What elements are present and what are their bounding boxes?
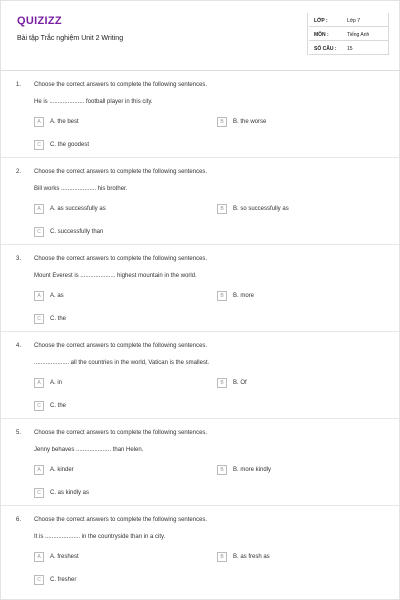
question-sentence: He is ..................... football player in this city. [34, 99, 153, 105]
question-sentence: Mount Everest is ..................... highest mountain in the world. [34, 273, 197, 279]
question-instruction: Choose the correct answers to complete the following sentences. [34, 343, 208, 349]
option-letter-box: B [217, 465, 227, 475]
meta-table [309, 13, 389, 55]
worksheet-title: Bài tập Trắc nghiệm Unit 2 Writing [17, 35, 124, 42]
meta-value: Tiếng Anh [347, 32, 370, 38]
question-2 [1, 158, 400, 245]
option-letter-box: A [34, 291, 44, 301]
question-sentence: Jenny behaves ..................... than Helen. [34, 447, 144, 453]
option-text: A. kinder [50, 467, 74, 473]
question-instruction: Choose the correct answers to complete the following sentences. [34, 517, 208, 523]
option-letter-box: A [34, 378, 44, 388]
question-sentence: Bill works ..................... his brother. [34, 186, 128, 192]
question-6 [1, 506, 400, 593]
question-number: 2. [16, 169, 22, 175]
question-sentence: ..................... all the countries in the world, Vatican is the smallest. [34, 360, 210, 366]
meta-value: 15 [347, 46, 353, 52]
question-number: 1. [16, 82, 22, 88]
option-letter-box: C [34, 227, 44, 237]
option-text: C. the [50, 403, 67, 409]
question-instruction: Choose the correct answers to complete the following sentences. [34, 169, 208, 175]
option-letter-box: B [217, 378, 227, 388]
option-text: C. the [50, 316, 67, 322]
option-text: B. so successfully as [233, 206, 289, 212]
question-sentence: It is ..................... in the countryside than in a city. [34, 534, 166, 540]
option-letter-box: A [34, 552, 44, 562]
question-number: 5. [16, 430, 22, 436]
meta-label: MÔN : [314, 32, 329, 38]
option-text: C. as kindly as [50, 490, 90, 496]
option-letter-box: B [217, 552, 227, 562]
option-letter-box: C [34, 140, 44, 150]
meta-row-subject [309, 27, 389, 41]
question-5 [1, 419, 400, 506]
option-letter-box: C [34, 314, 44, 324]
meta-label: LỚP : [314, 18, 328, 24]
question-1 [1, 71, 400, 158]
option-text: B. the worse [233, 119, 267, 125]
quizizz-logo: QUIZIZZ [17, 15, 62, 27]
option-letter-box: A [34, 465, 44, 475]
option-text: B. Of [233, 380, 247, 386]
option-text: C. successfully than [50, 229, 104, 235]
question-number: 3. [16, 256, 22, 262]
option-letter-box: B [217, 291, 227, 301]
option-letter-box: B [217, 204, 227, 214]
meta-label: SỐ CÂU : [314, 46, 337, 52]
option-text: A. the best [50, 119, 79, 125]
option-text: C. fresher [50, 577, 77, 583]
option-text: B. more kindly [233, 467, 272, 473]
question-instruction: Choose the correct answers to complete the following sentences. [34, 82, 208, 88]
option-letter-box: C [34, 488, 44, 498]
option-text: A. as successfully as [50, 206, 106, 212]
option-text: A. as [50, 293, 64, 299]
question-4 [1, 332, 400, 419]
question-3 [1, 245, 400, 332]
question-instruction: Choose the correct answers to complete the following sentences. [34, 256, 208, 262]
meta-row-grade [309, 13, 389, 27]
option-text: B. more [233, 293, 255, 299]
option-letter-box: C [34, 575, 44, 585]
meta-row-question-count [309, 41, 389, 55]
option-letter-box: B [217, 117, 227, 127]
meta-value: Lớp 7 [347, 18, 361, 24]
option-text: B. as fresh as [233, 554, 270, 560]
question-instruction: Choose the correct answers to complete the following sentences. [34, 430, 208, 436]
option-text: A. in [50, 380, 63, 386]
option-text: A. freshest [50, 554, 79, 560]
worksheet-header [17, 13, 389, 63]
option-letter-box: A [34, 204, 44, 214]
option-text: C. the goodest [50, 142, 90, 148]
option-letter-box: A [34, 117, 44, 127]
question-number: 6. [16, 517, 22, 523]
option-letter-box: C [34, 401, 44, 411]
question-number: 4. [16, 343, 22, 349]
